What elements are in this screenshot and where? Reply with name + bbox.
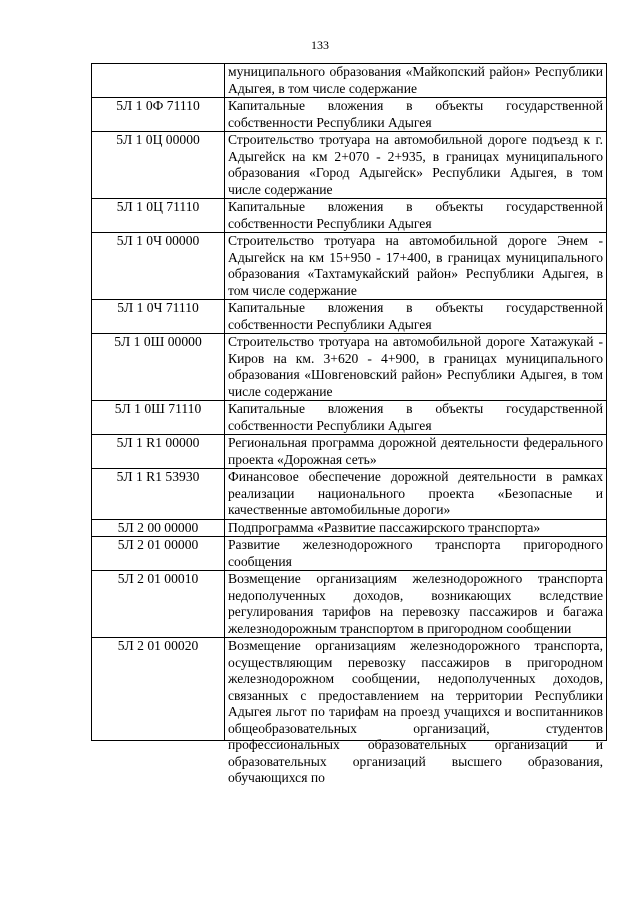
code-cell: 5Л 2 00 00000: [92, 519, 225, 537]
description-cell: Возмещение организациям железнодорожного транспорта недополученных доходов, возникающих вследствие регулирования тарифов на перевозку пассажиров и багажа железнодорожным транспортом в пригородном сообщении: [225, 571, 607, 638]
table-row: [92, 519, 607, 537]
table-row: [92, 233, 607, 300]
description-cell: Финансовое обеспечение дорожной деятельности в рамках реализации национального проекта «Безопасные и качественные автомобильные дороги»: [225, 469, 607, 520]
code-cell: 5Л 1 0Ш 71110: [92, 401, 225, 435]
description-cell: Капитальные вложения в объекты государственной собственности Республики Адыгея: [225, 199, 607, 233]
table-row: [92, 199, 607, 233]
code-cell: 5Л 1 R1 53930: [92, 469, 225, 520]
description-text: Возмещение организациям железнодорожного транспорта, осуществляющим перевозку пассажиров в пригородном железнодорожном сообщении, недополученных доходов, связанных с предоставлением на территории Республики Адыгея льгот по тарифам на проезд учащихся и воспитанников общеобразовательных организаций, студентов профессиональных образовательных организаций и образовательных организаций высшего образования, обучающихся по: [228, 638, 603, 785]
table-row: [92, 537, 607, 571]
code-cell: 5Л 1 0Ц 00000: [92, 132, 225, 199]
description-cell: [225, 638, 607, 785]
code-cell: 5Л 2 01 00020: [92, 638, 225, 741]
code-cell: 5Л 1 0Ц 71110: [92, 199, 225, 233]
code-cell: 5Л 1 0Ч 71110: [92, 300, 225, 334]
description-cell: Региональная программа дорожной деятельности федерального проекта «Дорожная сеть»: [225, 435, 607, 469]
budget-classification-table: [91, 63, 607, 785]
code-cell: 5Л 2 01 00010: [92, 571, 225, 638]
code-cell: [92, 64, 225, 98]
code-cell: 5Л 1 0Ф 71110: [92, 98, 225, 132]
table-row: [92, 435, 607, 469]
table-row: [92, 132, 607, 199]
table-row: [92, 469, 607, 520]
table-row: [92, 571, 607, 638]
table-row: [92, 638, 607, 741]
table-row: [92, 401, 607, 435]
description-cell: Капитальные вложения в объекты государственной собственности Республики Адыгея: [225, 98, 607, 132]
description-cell: Строительство тротуара на автомобильной дороге Хатажукай - Киров на км. 3+620 - 4+900, в границах муниципального образования «Шовгеновский район» Республики Адыгея, в том числе содержание: [225, 334, 607, 401]
description-cell: Развитие железнодорожного транспорта пригородного сообщения: [225, 537, 607, 571]
table-row: [92, 300, 607, 334]
description-cell: Капитальные вложения в объекты государственной собственности Республики Адыгея: [225, 300, 607, 334]
description-cell: Подпрограмма «Развитие пассажирского транспорта»: [225, 519, 607, 537]
description-cell: Строительство тротуара на автомобильной дороге Энем - Адыгейск на км 15+950 - 17+400, в границах муниципального образования «Тахтамукайский район» Республики Адыгея, в том числе содержание: [225, 233, 607, 300]
code-cell: 5Л 1 0Ч 00000: [92, 233, 225, 300]
table-row: [92, 64, 607, 98]
code-cell: 5Л 2 01 00000: [92, 537, 225, 571]
description-cell: Строительство тротуара на автомобильной дороге подъезд к г. Адыгейск на км 2+070 - 2+935, в границах муниципального образования «Город Адыгейск» Республики Адыгея, в том числе содержание: [225, 132, 607, 199]
code-cell: 5Л 1 R1 00000: [92, 435, 225, 469]
description-cell: Капитальные вложения в объекты государственной собственности Республики Адыгея: [225, 401, 607, 435]
code-cell: 5Л 1 0Ш 00000: [92, 334, 225, 401]
table-row: [92, 98, 607, 132]
page-number: 133: [311, 38, 329, 52]
table-row: [92, 334, 607, 401]
description-cell: муниципального образования «Майкопский район» Республики Адыгея, в том числе содержание: [225, 64, 607, 98]
